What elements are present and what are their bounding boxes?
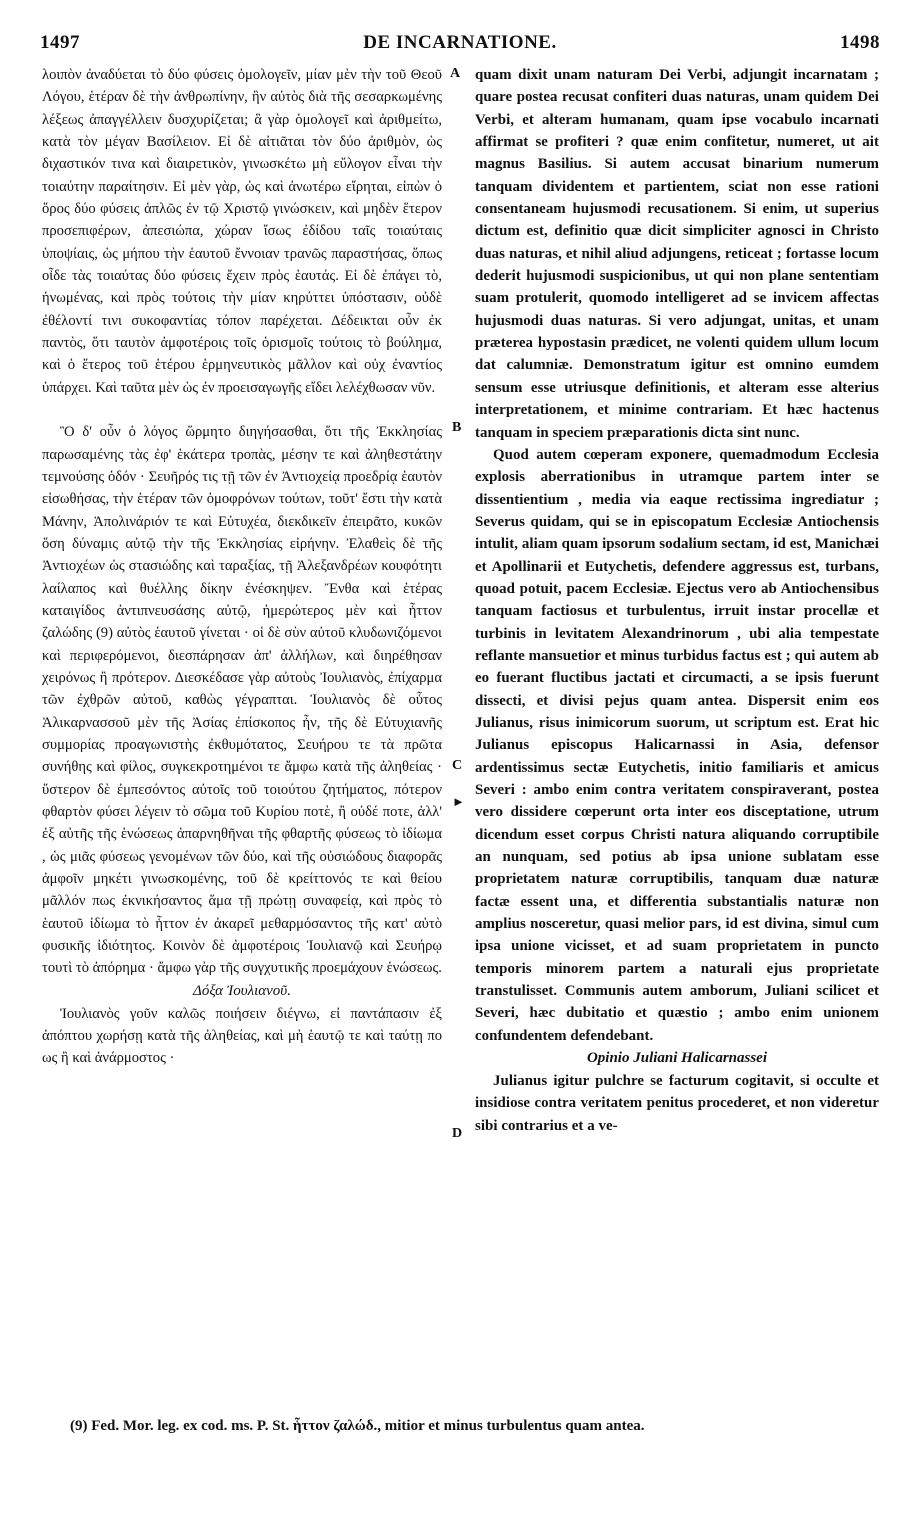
latin-paragraph-3: Julianus igitur pulchre se facturum cogitavit, si occulte et insidiose contra veritatem penitus procederet, et non videretur sibi contrarius et a ve-	[475, 1073, 879, 1134]
greek-paragraph-3: Ἰουλιανὸς γοῦν καλῶς ποιήσειν διέγνω, εἰ παντάπασιν ἐξ ἀπόπτου χωρήσῃ κατὰ τῆς ἀληθείας, καὶ μὴ ἑαυτῷ τε καὶ ταύτῃ πο ως ἢ καὶ ἀνάρμοστος ·	[42, 1005, 442, 1067]
latin-column	[475, 64, 879, 1137]
page-number-left: 1497	[40, 32, 80, 53]
greek-section-title: Δόξα Ἰουλιανοῦ.	[193, 982, 291, 999]
greek-column	[42, 64, 442, 1070]
latin-paragraph-1: quam dixit unam naturam Dei Verbi, adjungit incarnatam ; quare postea recusat confiteri duas naturas, unam quidem Dei Verbi, et alteram humanam, quam ipse vocabulo incarnati affirmat se profiteri ? quæ enim confitetur, numeret, ut ait magnus Basilius. Si autem accusat binarium numerum tanquam dividentem et partientem, sciat non esse rationi consentaneam hujusmodi recusationem. Si enim, ut superius dictum est, definitio quæ dicit simpliciter agnosci in Christo duas naturas, et nihil aliud adjungens, reticeat ; fortasse locum dederit hujusmodi suspicionibus, ut qui non plane sententiam suam protulerit, quomodo intelligeret ad se invicem affectas hujusmodi duas naturas. Si vero adjungat, unitas, et unam præterea hypostasin prædicet, ne volenti quidem ullum locum dat calumniæ. Demonstratum igitur est omnino eumdem sensum esse utriusque definitionis, et alteram esse alterius interpretationem, et minime contrariam. Et hæc hactenus tanquam in speciem præparationis dicta sint nunc.	[475, 67, 879, 441]
greek-paragraph-1: λοιπὸν ἀναδύεται τὸ δύο φύσεις ὁμολογεῖν, μίαν μὲν τὴν τοῦ Θεοῦ Λόγου, ἑτέραν δὲ τὴν ἀνθρωπίνην, ἣν αὐτὸς διὰ τῆς σεσαρκωμένης λέξεως ἀπαγγέλλειν δυσχυρίζεται; ἃ γὰρ ὁμολογεῖ καὶ ἀριθμείτω, κατὰ τὸν μέγαν Βασίλειον. Εἰ δὲ αἰτιᾶται τὸν δύο ἀριθμὸν, ὡς διχαστικόν τινα καὶ διαιρετικὸν, γινωσκέτω μὴ εὔλογον εἶναι τὴν τοιαύτην παραίτησιν. Εἰ μὲν γὰρ, ὡς καὶ ἀνωτέρω εἴρηται, εἰπὼν ὁ ὅρος δύο φύσεις ἁπλῶς ἐν τῷ Χριστῷ γινώσκειν, καὶ μηδὲν ἕτερον προσεπιφέρων, ἀπεσιώπα, χώραν ἴσως ἐδίδου ταῖς τοιαύταις ὑποψίαις, ὡς μήπου τὴν ἑαυτοῦ ἔννοιαν τρανῶς παραστήσας, ὅπως οἶδε τὰς τοιαύτας δύο φύσεις ἔχειν πρὸς ἑαυτάς. Εἰ δὲ ἐπάγει τὸ, ἡνωμένας, καὶ πρὸς τούτοις τὴν μίαν κηρύττει ὑπόστασιν, οὐδὲ ἐθέλοντί τινι συκοφαντίας τόπον παρέχεται. Δέδεικται οὖν ἐκ παντὸς, ὅτι ταυτὸν ἀμφοτέροις τοῖς ὁρισμοῖς τούτοις τὸ βούλημα, καὶ ὁ ἕτερος τοῦ ἑτέρου ἑρμηνευτικὸς μᾶλλον καὶ οὐχ ἐναντίος ὑπάρχει. Καὶ ταῦτα μὲν ὡς ἐν προεισαγωγῆς εἴδει λελέχθωσαν νῦν.	[42, 67, 442, 396]
footnote: (9) Fed. Mor. leg. ex cod. ms. P. St. ἧττον ζαλώδ., mitior et minus turbulentus quam antea.	[70, 1418, 645, 1434]
margin-letter-a: A	[450, 66, 461, 81]
running-header	[40, 32, 880, 58]
page-number-right: 1498	[840, 32, 880, 53]
margin-letter-c: C	[452, 758, 463, 773]
margin-arrow-icon: ►	[452, 794, 465, 809]
margin-letter-d: D	[452, 1126, 463, 1141]
greek-paragraph-2: Ὃ δ' οὖν ὁ λόγος ὥρμητο διηγήσασθαι, ὅτι τῆς Ἐκκλησίας παρωσαμένης τὰς ἐφ' ἑκάτερα τροπὰς, μέσην τε καὶ ἀληθεστάτην τεμνούσης ὁδόν · Σευῆρός τις τῇ τῶν ἐν Ἀντιοχείᾳ προεδρίᾳ ἑαυτὸν εἰσωθήσας, τὴν ἑτέραν τῶν ὁμοφρόνων τούτων, τοῦτ' ἔστι τὴν κατὰ Μάνην, Ἀπολινάριόν τε καὶ Εὐτυχέα, διεκδικεῖν ἐπειρᾶτο, κυκῶν ὅση δύναμις αὐτῷ τὴν τῆς Ἐκκλησίας εἰρήνην. Ἐλαθεὶς δὲ τῆς Ἀντιοχέων ὡς στασιώδης καὶ ταραξίας, τῇ Ἀλεξανδρέων κουφότητι λαίλαπος καὶ θυέλλης δίκην ἐνέσκηψεν. Ἔνθα καὶ ἑτέρας καταιγίδος ἀντιπνευσάσης αὐτῷ, ἡμερώτερος μὲν καὶ ἧττον ζαλώδης (9) αὐτὸς ἑαυτοῦ γίνεται · οἱ δὲ σὺν αὐτοῦ κλυδωνιζόμενοι καὶ περιφερόμενοι, διεσπάρησαν ἀπ' ἀλλήλων, καὶ διηρέθησαν χειρόνως ἢ πρότερον. Διεσκέδασε γὰρ αὐτοὺς Ἰουλιανὸς, ἐπίχαρμα τῶν ἐχθρῶν αὐτοῦ, καθὼς γέγραπται. Ἰουλιανὸς δὲ οὗτος Ἁλικαρνασσοῦ μὲν τῆς Ἀσίας ἐπίσκοπος ἦν, τῆς δὲ Εὐτυχιανῆς συμμορίας προαγωνιστὴς ἐκθυμότατος, Σευήρου τε τὰ πρῶτα συνήθης καὶ φίλος, συγκεκροτημένοι τε ἄμφω κατὰ τῆς ἀληθείας · ὕστερον δὲ ἐμπεσόντος αὐτοῖς τοῦ τοιούτου ζητήματος, πότερον φθαρτὸν φύσει λέγειν τὸ σῶμα τοῦ Κυρίου ποτὲ, ἢ οὐδέ ποτε, ἀλλ' ἐξ αὐτῆς τῆς ἑνώσεως ἀπαρνηθῆναι τῆς φθαρτῆς φύσεως τὸ ἰδίωμα , ὡς μιᾶς φύσεως γενομένων τῶν δύο, καὶ τῆς οὐσιώδους διαφορᾶς ἀμφοῖν μηκέτι γινωσκομένης, τοῦ δὲ κρείττονός τε καὶ θείου μᾶλλόν πως ἐκνικήσαντος ἅμα τῇ πρώτῃ συναφείᾳ, καὶ πρὸς τὸ ἑαυτοῦ ἰδίωμα τὸ ἧττον ἐν ἀκαρεῖ μεθαρμόσαντος τῆς κατ' αὐτὸ φυσικῆς ἰδιότητος. Κοινὸν δὲ ἀμφοτέροις Ἰουλιανῷ καὶ Σευήρῳ τουτὶ τὸ ἀπόρημα · ἄμφω γὰρ τῆς συγχυτικῆς προεμάχουν ἑνώσεως.	[42, 424, 442, 977]
margin-letter-b: B	[452, 420, 462, 435]
latin-paragraph-2: Quod autem cœperam exponere, quemadmodum Ecclesia explosis aberrationibus in utramque partem inter se dissentientium , media via eaque rectissima ingrediatur ; Severus quidam, qui se in episcopatum Ecclesiæ Antiochensis intulit, aliam quam ipsorum sodalium sectam, id est, Manichæi et Apollinarii et Eutychetis, defendere aggressus est, turbans, quoad potuit, pacem Ecclesiæ. Ejectus vero ab Antiochensibus tanquam factiosus et turbulentus, irruit instar procellæ et turbinis in levitatem Alexandrinorum , ubi alia tempestate reflante mansuetior et minus turbidus factus est ; qui autem ab eo fuerant fluctibus jactati et circumacti, a se ipsis fuerunt dissecti, et divisi pejus quam antea. Dispersit enim eos Julianus, risus inimicorum suorum, ut scriptum est. Erat hic Julianus episcopus Halicarnassi in Asia, defensor ardentissimus sectæ Eutychetis, initio familiaris et amicus Severi : ambo enim contra veritatem conspiraverant, postea vero dissidere cœperunt orta inter eos disceptatione, utrum dicendum esset corpus Christi natura aliquando corruptibile an nunquam, sed potius ab ipsa unione sublatam esse proprietatem naturæ corruptibilis, tanquam duæ naturæ factæ essent una, et differentia substantialis naturæ non amplius nosceretur, quasi melior pars, id est divina, simul cum ipsa unione vicisset, et ad suam proprietatem in puncto temporis minorem partem a naturali ejus proprietate transtulisset. Communis autem amborum, Juliani scilicet et Severi, hæc dubitatio et quæstio ; ambo enim unionem confundentem defendebant.	[475, 446, 879, 1044]
running-title: DE INCARNATIONE.	[363, 32, 557, 53]
latin-section-title: Opinio Juliani Halicarnassei	[586, 1050, 768, 1067]
